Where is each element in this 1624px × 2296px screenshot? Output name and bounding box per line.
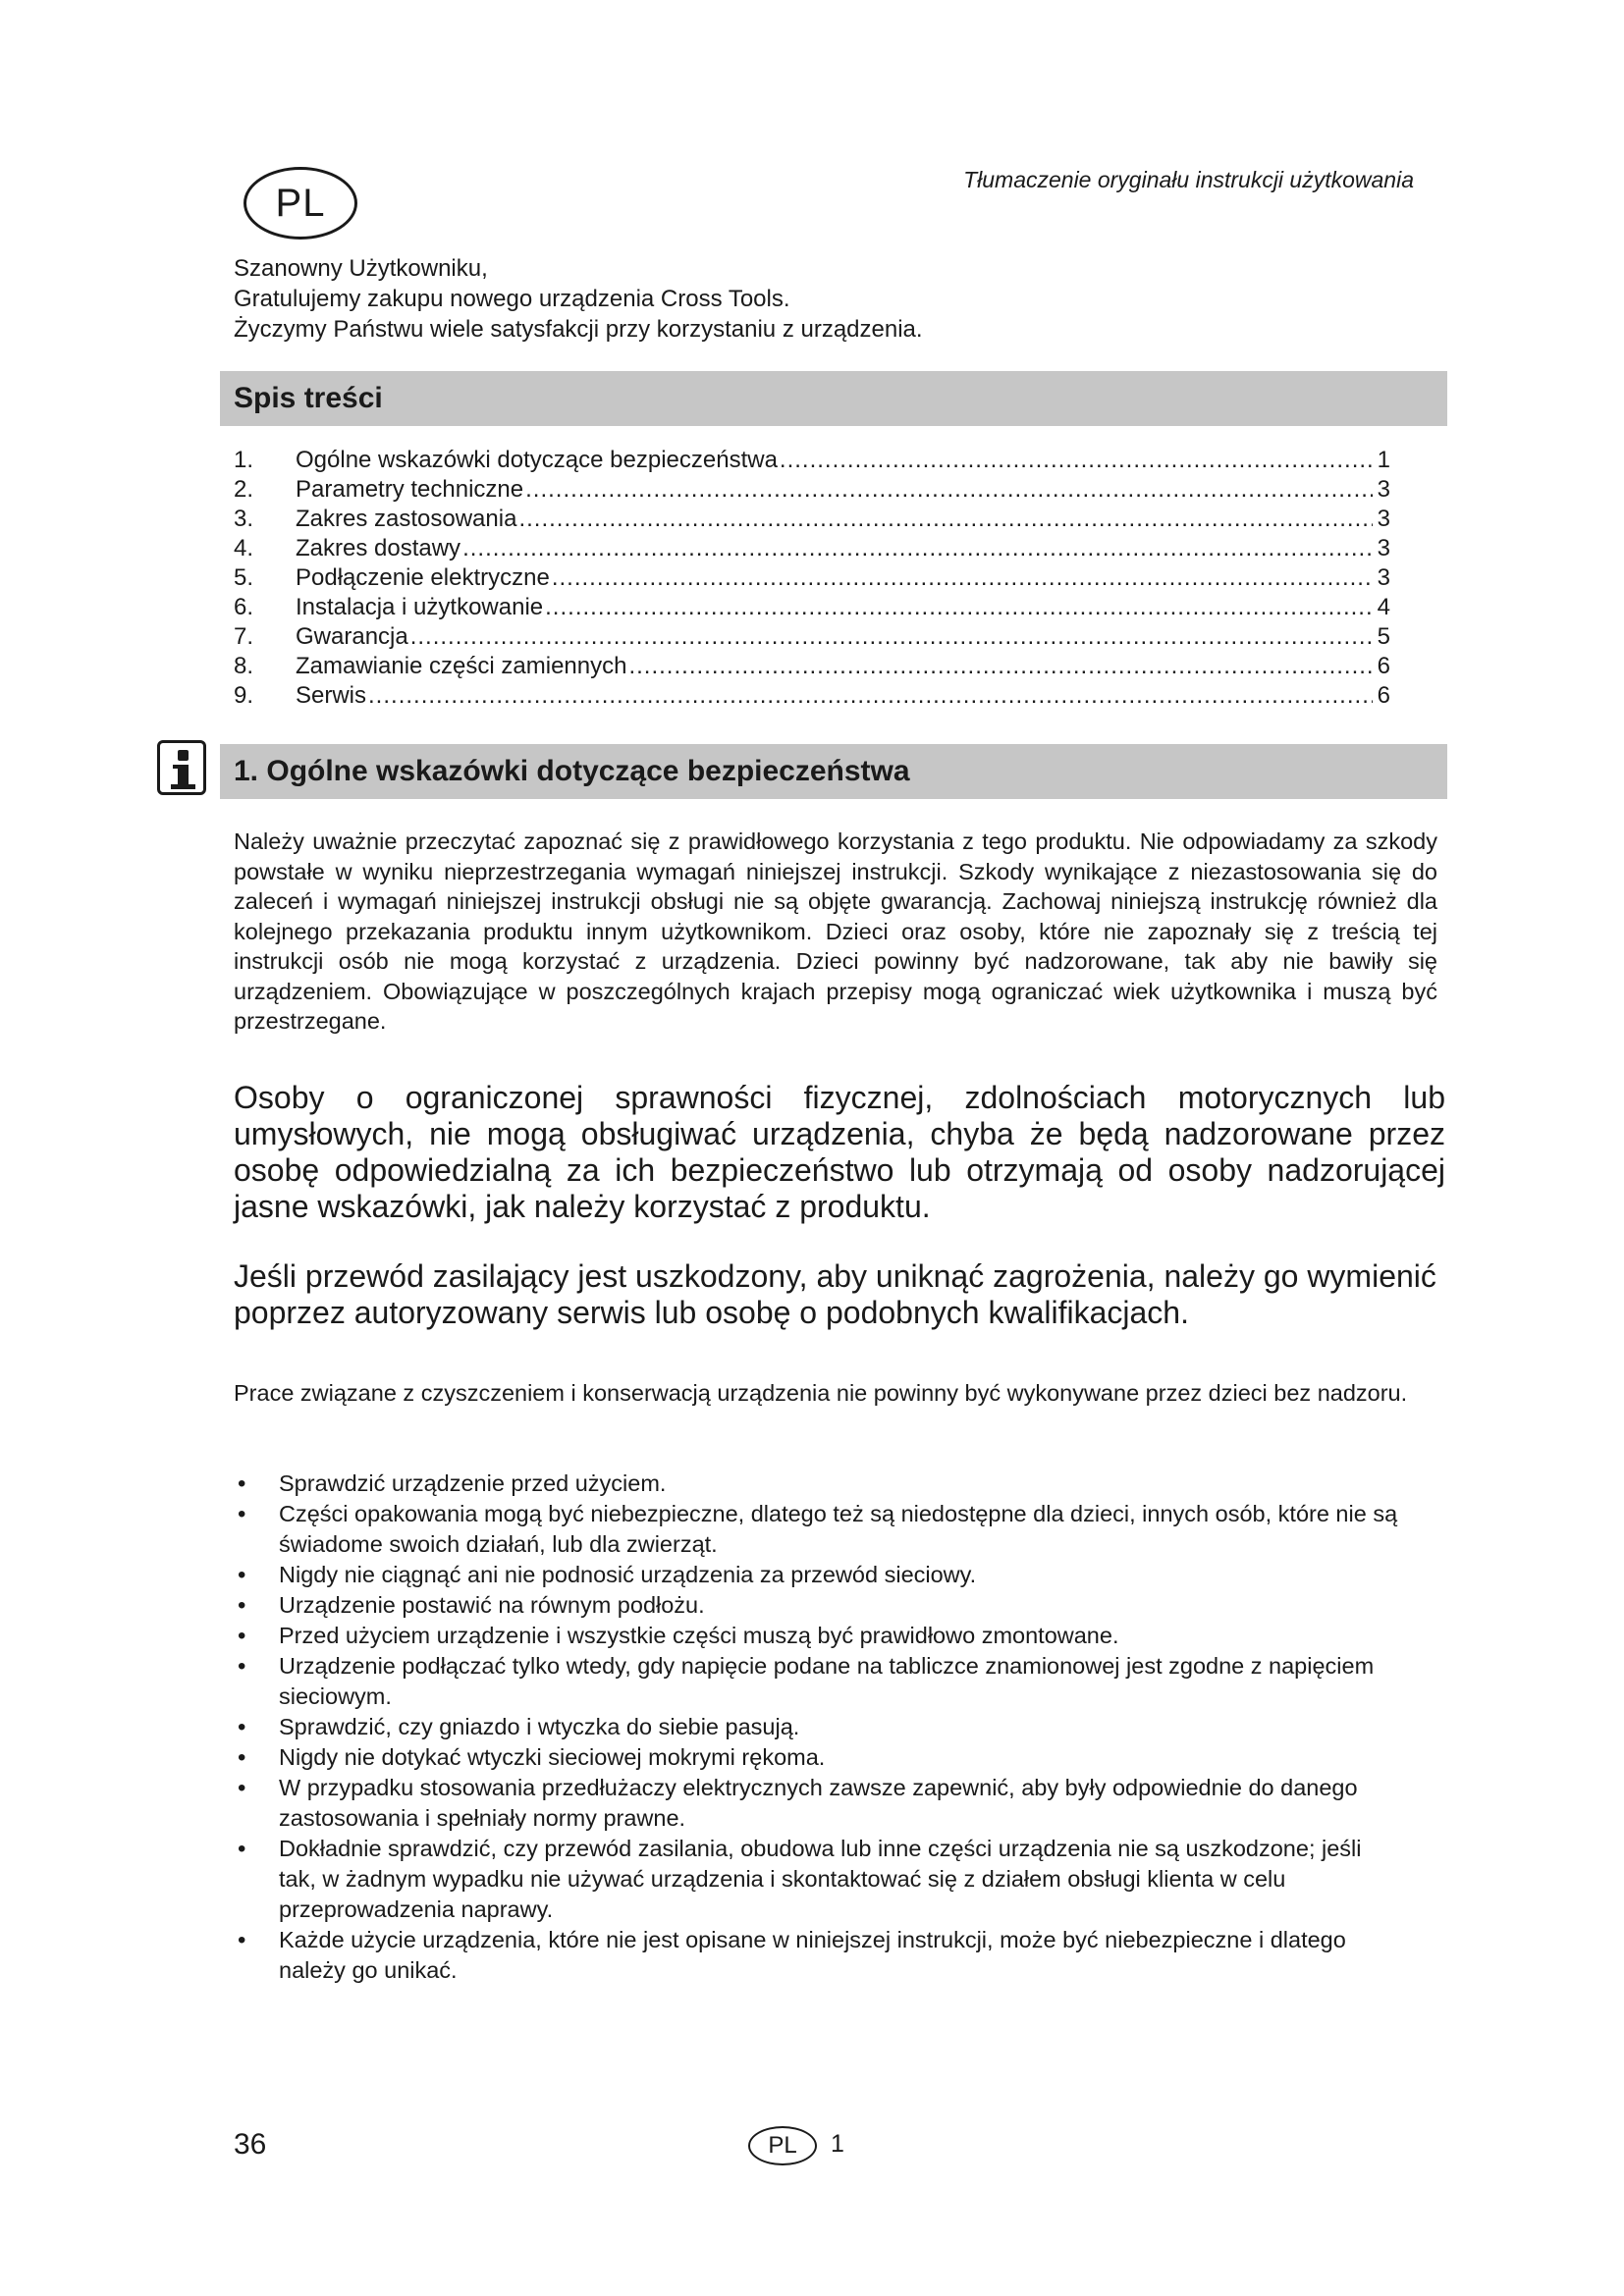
safety-bullet-list	[234, 1468, 1402, 1986]
toc-item-page: 3	[1377, 506, 1390, 532]
toc-item[interactable]	[234, 593, 1390, 622]
list-item: • Urządzenie postawić na równym podłożu.	[234, 1590, 1402, 1621]
language-badge: PL	[244, 167, 357, 240]
safety-paragraph: Należy uważnie przeczytać zapoznać się z prawidłowego korzystania z tego produktu. Nie odpowiadamy za szkody powstałe w wyniku nieprzestrzegania wymagań niniejszej instrukcji. Szkody wynikające z niezastosowania się do zaleceń i wymagań niniejszej instrukcji obsługi nie są objęte gwarancją. Zachowaj niniejszą instrukcję również dla kolejnego przekazania produktu innym użytkownikom. Dzieci oraz osoby, które nie zapoznały się z treścią tej instrukcji osób nie mogą korzystać z urządzenia. Dzieci powinny być nadzorowane, tak aby nie bawiły się urządzeniem. Obowiązujące w poszczególnych krajach przepisy mogą ograniczać wiek użytkownika i muszą być przestrzegane.	[234, 828, 1437, 1034]
list-item: • Urządzenie podłączać tylko wtedy, gdy napięcie podane na tabliczce znamionowej jest zgodne z napięciem sieciowym.	[234, 1651, 1402, 1712]
toc-item-page: 1	[1377, 447, 1390, 473]
toc-item-number: 9.	[234, 682, 254, 709]
list-item: • Części opakowania mogą być niebezpieczne, dlatego też są niedostępne dla dzieci, innych osób, które nie są świadome swoich działań, lub dla zwierząt.	[234, 1499, 1402, 1560]
toc-item-title: Instalacja i użytkowanie	[296, 594, 544, 620]
toc-item-page: 4	[1377, 594, 1390, 620]
toc-dot-leader	[368, 681, 1373, 711]
toc-item-number: 5.	[234, 564, 254, 591]
toc-dot-leader	[780, 446, 1373, 475]
toc-dot-leader	[628, 652, 1373, 681]
list-item: • Sprawdzić urządzenie przed użyciem.	[234, 1468, 1402, 1499]
toc-item-page: 5	[1377, 623, 1390, 650]
safety-paragraph-large: Osoby o ograniczonej sprawności fizycznej, zdolnościach motorycznych lub umysłowych, nie mogą obsługiwać urządzenia, chyba że będą nadzorowane przez osobę odpowiedzialną za ich bezpieczeństwo lub otrzymają od osoby nadzorującej jasne wskazówki, jak należy korzystać z produktu.	[234, 1080, 1445, 1224]
section-heading-bar	[220, 744, 1447, 799]
toc-item-number: 7.	[234, 623, 254, 650]
greeting	[234, 253, 923, 345]
toc-item-page: 6	[1377, 682, 1390, 709]
toc-item-number: 8.	[234, 653, 254, 679]
toc-item-title: Gwarancja	[296, 623, 408, 650]
cleaning-paragraph: Prace związane z czyszczeniem i konserwacją urządzenia nie powinny być wykonywane przez dzieci bez nadzoru.	[234, 1380, 1408, 1406]
translation-note: Tłumaczenie oryginału instrukcji użytkowania	[963, 167, 1414, 192]
toc-item[interactable]	[234, 622, 1390, 652]
toc-dot-leader	[410, 622, 1373, 652]
toc-dot-leader	[545, 593, 1373, 622]
toc-item-title: Parametry techniczne	[296, 476, 524, 503]
toc-dot-leader	[552, 563, 1373, 593]
info-icon	[157, 740, 206, 795]
toc-item[interactable]	[234, 563, 1390, 593]
list-item: • Dokładnie sprawdzić, czy przewód zasilania, obudowa lub inne części urządzenia nie są uszkodzone; jeśli tak, w żadnym wypadku nie używać urządzenia i skontaktować się z działem obsługi klienta w celu przeprowadzenia naprawy.	[234, 1834, 1402, 1925]
greeting-line: Gratulujemy zakupu nowego urządzenia Cross Tools.	[234, 286, 790, 312]
toc-item-page: 3	[1377, 476, 1390, 503]
toc-item-number: 2.	[234, 476, 254, 503]
toc-item[interactable]	[234, 475, 1390, 505]
toc-item-number: 3.	[234, 506, 254, 532]
toc-item[interactable]	[234, 505, 1390, 534]
toc-item[interactable]	[234, 446, 1390, 475]
list-item: • W przypadku stosowania przedłużaczy elektrycznych zawsze zapewnić, aby były odpowiednie do danego zastosowania i spełniały normy prawne.	[234, 1773, 1402, 1834]
toc-item-page: 3	[1377, 564, 1390, 591]
toc-item[interactable]	[234, 681, 1390, 711]
list-item: • Nigdy nie ciągnąć ani nie podnosić urządzenia za przewód sieciowy.	[234, 1560, 1402, 1590]
toc-item-title: Podłączenie elektryczne	[296, 564, 550, 591]
section-heading: 1. Ogólne wskazówki dotyczące bezpieczeństwa	[234, 755, 910, 787]
toc-item-title: Zakres zastosowania	[296, 506, 517, 532]
toc-item-page: 3	[1377, 535, 1390, 561]
toc-item-number: 1.	[234, 447, 254, 473]
list-item: • Każde użycie urządzenia, które nie jest opisane w niniejszej instrukcji, może być niebezpieczne i dlatego należy go unikać.	[234, 1925, 1402, 1986]
toc-heading: Spis treści	[234, 382, 383, 414]
toc-dot-leader	[525, 475, 1373, 505]
toc-heading-bar	[220, 371, 1447, 426]
toc-item-title: Ogólne wskazówki dotyczące bezpieczeństwa	[296, 447, 778, 473]
power-cord-paragraph: Jeśli przewód zasilający jest uszkodzony, aby uniknąć zagrożenia, należy go wymienić poprzez autoryzowany serwis lub osobę o podobnych kwalifikacjach.	[234, 1258, 1436, 1330]
toc-item-number: 6.	[234, 594, 254, 620]
footer-local-page: 1	[831, 2130, 844, 2158]
list-item: • Sprawdzić, czy gniazdo i wtyczka do siebie pasują.	[234, 1712, 1402, 1742]
toc-item-page: 6	[1377, 653, 1390, 679]
list-item: • Nigdy nie dotykać wtyczki sieciowej mokrymi rękoma.	[234, 1742, 1402, 1773]
toc-item-title: Serwis	[296, 682, 367, 709]
list-item: • Przed użyciem urządzenie i wszystkie części muszą być prawidłowo zmontowane.	[234, 1621, 1402, 1651]
page-number: 36	[234, 2128, 267, 2161]
footer-language-badge: PL	[748, 2126, 817, 2165]
toc-item-title: Zakres dostawy	[296, 535, 461, 561]
toc-item[interactable]	[234, 534, 1390, 563]
table-of-contents	[234, 446, 1390, 711]
toc-item[interactable]	[234, 652, 1390, 681]
toc-item-title: Zamawianie części zamiennych	[296, 653, 627, 679]
greeting-line: Życzymy Państwu wiele satysfakcji przy korzystaniu z urządzenia.	[234, 316, 923, 343]
toc-item-number: 4.	[234, 535, 254, 561]
toc-dot-leader	[518, 505, 1373, 534]
toc-dot-leader	[462, 534, 1373, 563]
greeting-line: Szanowny Użytkowniku,	[234, 255, 488, 282]
